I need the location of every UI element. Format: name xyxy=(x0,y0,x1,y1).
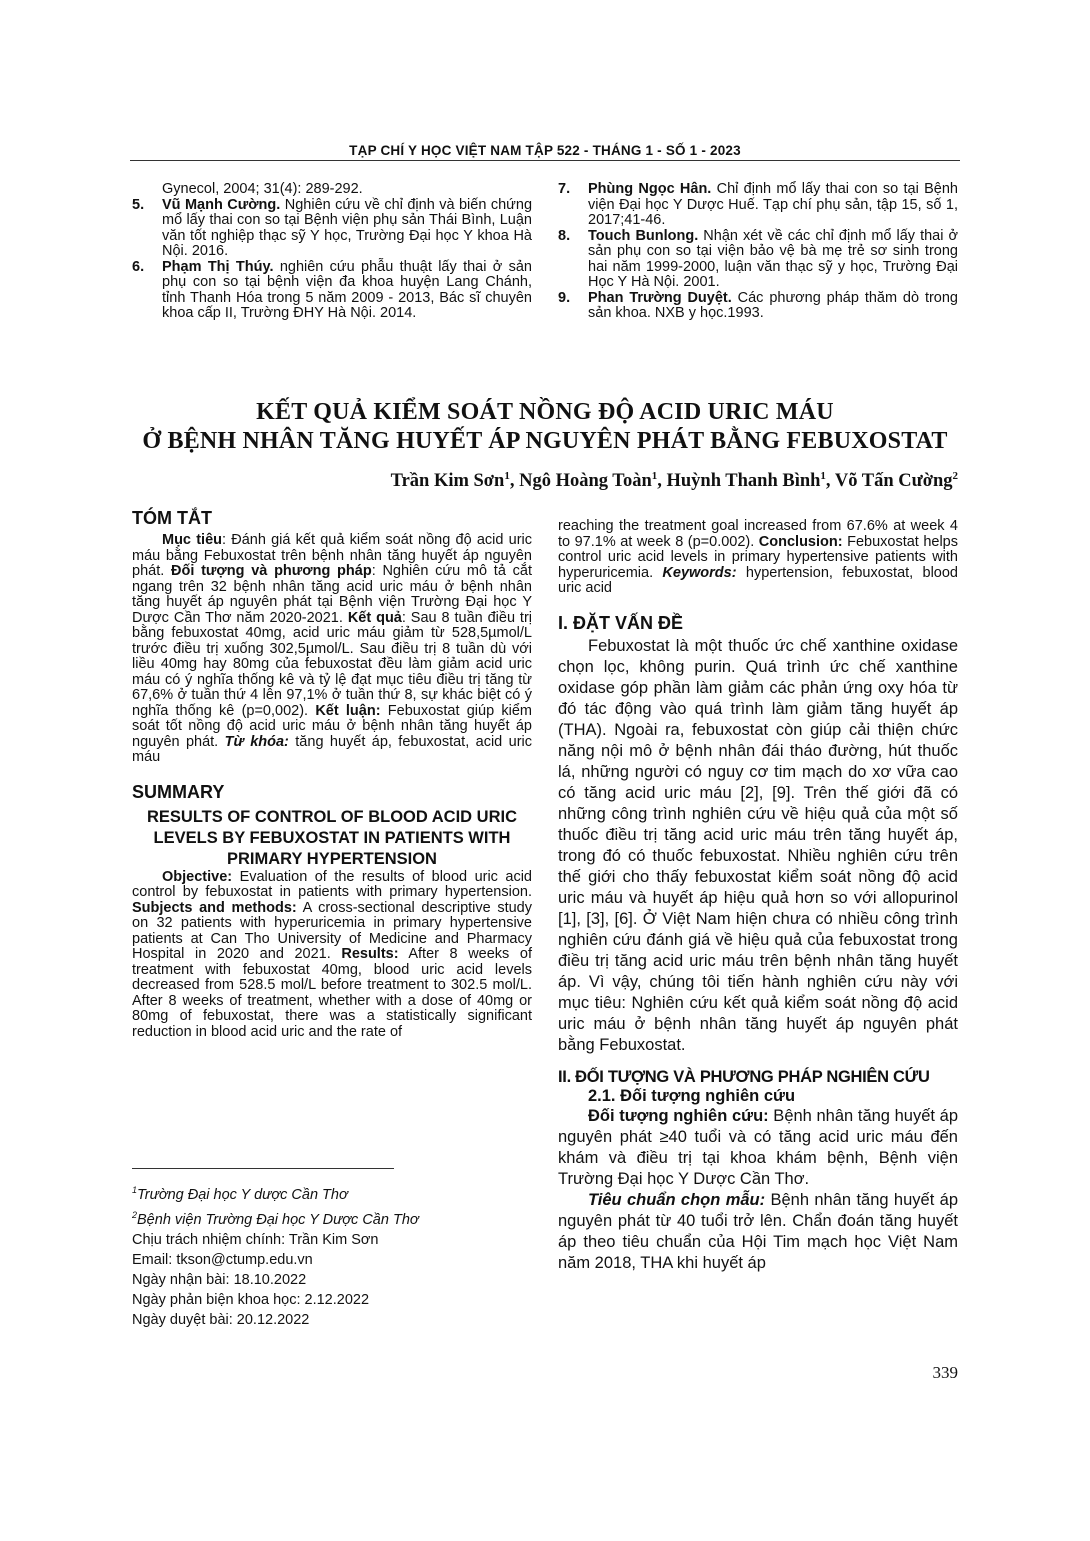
references-right xyxy=(558,182,958,322)
text-results: After 8 weeks of treatment with febuxostat 40mg, blood uric acid levels decreased from 528.5 mol/L before treatment to 302.5 mol/L. After 8 weeks of treatment, whether with a dose of 40mg or 80mg of febuxostat, there was a statistically significant reduction in blood acid uric and the rate of xyxy=(132,946,532,1040)
author-name: Ngô Hoàng Toàn xyxy=(519,471,652,492)
text-subjects: A cross-sectional descriptive study on 32 patients with hyperuricemia in primary hypertensive patients at Can Tho University of Medicine and Pharmacy Hospital in 2020 and 2021. xyxy=(132,899,532,962)
affiliation-mark: 1 xyxy=(504,470,510,482)
journal-header: TẠP CHÍ Y HỌC VIỆT NAM TẬP 522 - THÁNG 1 - SỐ 1 - 2023 xyxy=(349,143,741,158)
affiliation-mark: 1 xyxy=(820,470,826,482)
text-doi-tuong: : Nghiên cứu mô tả cắt ngang trên 32 bệnh nhân tăng acid uric máu ở bệnh nhân tăng huyết áp nguyên phát tại Bệnh viện Trường Đại học Y Dược Cần Thơ năm 2020-2021. xyxy=(132,563,532,626)
title-line-1: KẾT QUẢ KIỂM SOÁT NỒNG ĐỘ ACID URIC MÁU xyxy=(256,399,834,425)
abstract-en-heading: SUMMARY xyxy=(132,781,225,802)
section-1-text: Febuxostat là một thuốc ức chế xanthine oxidase chọn lọc, không purin. Quá trình ức chế xanthine oxidase góp phần làm giảm các phản ứng oxy hóa từ đó tác động vào quá trình làm giảm tăng huyết áp (THA). Ngoài ra, febuxostat còn giúp cải thiện chức năng nội mô ở bệnh nhân đái tháo đường, hút thuốc lá, những người có nguy cơ tim mạch do xơ vữa cao có tăng acid uric máu [2], [9]. Trên thế giới đã có những công trình nghiên cứu về hiệu quả của một số thuốc điều trị tăng acid uric máu trên tăng huyết áp, trong đó có thuốc febuxostat. Nhiều nghiên cứu trên thế giới cho thấy febuxostat kiểm soát nồng độ acid uric máu và huyết áp hiệu quả hơn so với allopurinol [1], [3], [6]. Ở Việt Nam hiện chưa có nhiều công trình nghiên cứu đánh giá về hiệu quả của febuxostat trong điều trị tăng acid uric máu trên bệnh nhân tăng huyết áp. Vì vậy, chúng tôi tiến hành nghiên cứu này với mục tiêu: Nghiên cứu kết quả kiểm soát nồng độ acid uric máu ở bệnh nhân tăng huyết áp nguyên phát bằng Febuxostat. xyxy=(558,636,958,1054)
reference-continuation: Gynecol, 2004; 31(4): 289-292. xyxy=(162,181,363,197)
section-2-para-1 xyxy=(558,1106,958,1190)
text-tieu-chuan: Bệnh nhân tăng huyết áp nguyên phát từ 40 tuổi trở lên. Chẩn đoán tăng huyết áp theo tiêu chuẩn của Hội Tim mạch học Việt Nam năm 2018, THA khi huyết áp xyxy=(558,1190,958,1272)
author-separator: , xyxy=(509,471,520,492)
text-ket-luan: Febuxostat giúp kiểm soát tốt nồng độ acid uric máu ở bệnh nhân tăng huyết áp nguyên phát. xyxy=(132,702,532,750)
text-ket-qua: : Sau 8 tuần điều trị bằng febuxostat 40mg, acid uric máu giảm từ 528,5µmol/L trước điều trị xuống 302,5µmol/L. Sau điều trị 8 tuần dù với liều 40mg hay 80mg của febuxostat đều làm giảm acid uric máu có ý nghĩa thống kê và tỷ lệ đạt mục tiêu điều trị tăng từ 67,6% ở tuần thứ 4 lên 97,1% ở tuần thứ 8, sự khác biệt có ý nghĩa thống kê (p=0,002). xyxy=(132,609,533,719)
page-number: 339 xyxy=(932,1363,958,1382)
text-keywords: hypertension, febuxostat, blood uric acid xyxy=(558,564,958,596)
label-results: Results: xyxy=(341,946,399,962)
abstract-en-continued xyxy=(558,519,958,597)
text-muc-tieu: : Đánh giá kết quả kiểm soát nồng độ acid uric máu bằng Febuxostat trên bệnh nhân tăng huyết áp nguyên phát. xyxy=(132,532,533,579)
section-2-para-2 xyxy=(558,1190,958,1274)
footnote-text: Trường Đại học Y dược Cần Thơ xyxy=(137,1186,348,1203)
footnote-mark: 1 xyxy=(132,1185,138,1195)
text-conclusion: Febuxostat helps control uric acid levels in primary hypertensive patients with hyperuricemia. xyxy=(558,533,958,581)
text-doi-tuong-nghien-cuu: Bệnh nhân tăng huyết áp nguyên phát ≥40 tuổi và có tăng acid uric máu đến khám và điều trị tại khoa khám bệnh, Bệnh viện Trường Đại học Y Dược Cần Thơ. xyxy=(558,1106,959,1188)
author-separator: , xyxy=(825,471,835,492)
footnote-reviewed: Ngày phản biện khoa học: 2.12.2022 xyxy=(132,1291,370,1308)
reference-author: Vũ Mạnh Cường. xyxy=(162,196,281,213)
label-objective: Objective: xyxy=(162,868,233,885)
right-column xyxy=(558,519,958,1274)
reference-number: 8. xyxy=(558,227,571,244)
label-doi-tuong: Đối tượng và phương pháp xyxy=(171,563,372,579)
footnote-affiliation-1 xyxy=(132,1180,532,1205)
reference-text: nghiên cứu phẫu thuật lấy thai ở sản phụ con so tại bệnh viện đa khoa huyện Lang Chánh, tỉnh Thanh Hóa trong 5 năm 2009 - 2013, Bác sĩ chuyên khoa cấp II, Trường ĐHY Hà Nội. 2014. xyxy=(162,258,532,321)
author-name: Võ Tấn Cường xyxy=(834,471,953,492)
reference-number: 9. xyxy=(558,289,571,306)
author-list xyxy=(200,470,958,492)
label-muc-tieu: Mục tiêu xyxy=(162,532,222,548)
footnote-accepted: Ngày duyệt bài: 20.12.2022 xyxy=(132,1311,310,1328)
header-rule xyxy=(130,160,960,161)
reference-text: Nhận xét về các chỉ định mổ lấy thai ở sản phụ con so tại viện bảo vệ bà mẹ trẻ sơ sinh trong hai năm 1999-2000, luận văn thạc sỹ y học, Trường Đại Học Y Hà Nội. 2001. xyxy=(588,227,958,290)
section-2-1-heading: 2.1. Đối tượng nghiên cứu xyxy=(588,1086,796,1105)
footnote-email: Email: tkson@ctump.edu.vn xyxy=(132,1251,313,1268)
abstract-vi-text xyxy=(132,533,532,766)
affiliation-mark: 1 xyxy=(651,470,658,482)
footnote-corresponding: Chịu trách nhiệm chính: Trần Kim Sơn xyxy=(132,1231,379,1248)
reference-8 xyxy=(558,229,958,291)
author-separator: , xyxy=(657,471,667,492)
reference-author: Touch Bunlong. xyxy=(588,227,699,244)
reference-text: Các phương pháp thăm dò trong sản khoa. NXB y học.1993. xyxy=(588,289,958,321)
label-tu-khoa: Từ khóa: xyxy=(224,733,289,750)
abstract-en-text xyxy=(132,870,532,1041)
reference-number: 7. xyxy=(558,181,571,197)
label-doi-tuong-nghien-cuu: Đối tượng nghiên cứu: xyxy=(588,1106,769,1125)
english-title: RESULTS OF CONTROL OF BLOOD ACID URIC LEVELS BY FEBUXOSTAT IN PATIENTS WITH PRIMARY HYPERTENSION xyxy=(146,807,518,868)
footnotes xyxy=(132,1180,532,1330)
reference-author: Phạm Thị Thúy. xyxy=(162,258,274,275)
reference-6 xyxy=(132,260,532,322)
abstract-column xyxy=(132,508,532,1040)
article-title xyxy=(130,398,960,456)
abstract-vi-heading: TÓM TẮT xyxy=(132,508,212,528)
footnote-received: Ngày nhận bài: 18.10.2022 xyxy=(132,1271,307,1288)
section-2-heading: II. ĐỐI TƯỢNG VÀ PHƯƠNG PHÁP NGHIÊN CỨU xyxy=(558,1067,930,1086)
author-name: Huỳnh Thanh Bình xyxy=(666,471,821,492)
label-subjects: Subjects and methods: xyxy=(132,899,297,916)
title-line-2: Ở BỆNH NHÂN TĂNG HUYẾT ÁP NGUYÊN PHÁT BẰNG FEBUXOSTAT xyxy=(142,428,948,454)
author-name: Trần Kim Sơn xyxy=(390,471,505,492)
footnote-affiliation-2 xyxy=(132,1205,532,1230)
label-ket-qua: Kết quả xyxy=(347,609,402,626)
reference-author: Phan Trường Duyệt. xyxy=(588,289,732,306)
reference-number: 6. xyxy=(132,258,145,275)
label-keywords: Keywords: xyxy=(662,564,737,581)
label-ket-luan: Kết luận: xyxy=(315,702,381,719)
footnote-mark: 2 xyxy=(132,1209,138,1220)
text-tu-khoa: tăng huyết áp, febuxostat, acid uric máu xyxy=(132,733,532,765)
text-results-cont: reaching the treatment goal increased from 67.6% at week 4 to 97.1% at week 8 (p=0.002). xyxy=(558,518,958,550)
reference-text: Chỉ định mổ lấy thai con so tại Bệnh viện Đại học Y Dược Huế. Tạp chí phụ sản, tập 15, số 1, 2017;41-46. xyxy=(588,181,958,228)
text-objective: Evaluation of the results of blood uric acid control by febuxostat in patients with primary hypertension. xyxy=(132,868,532,900)
label-conclusion: Conclusion: xyxy=(758,533,843,550)
affiliation-mark: 2 xyxy=(952,470,958,482)
footnote-rule xyxy=(132,1168,394,1169)
reference-5 xyxy=(132,198,532,260)
footnote-text: Bệnh viện Trường Đại học Y Dược Cần Thơ xyxy=(137,1211,419,1228)
reference-7 xyxy=(558,182,958,229)
section-1-heading: I. ĐẶT VẤN ĐỀ xyxy=(558,612,684,633)
references-left xyxy=(132,182,532,322)
label-tieu-chuan: Tiêu chuẩn chọn mẫu: xyxy=(588,1190,766,1209)
reference-author: Phùng Ngọc Hân. xyxy=(588,181,712,197)
reference-9 xyxy=(558,291,958,322)
reference-text: Nghiên cứu về chỉ định và biến chứng mổ lấy thai con so tại Bệnh viện phụ sản Thái Bình, Luận văn tốt nghiệp thạc sỹ Y học, Trường Đại học Y khoa Hà Nội. 2016. xyxy=(162,196,533,259)
reference-number: 5. xyxy=(132,196,145,213)
